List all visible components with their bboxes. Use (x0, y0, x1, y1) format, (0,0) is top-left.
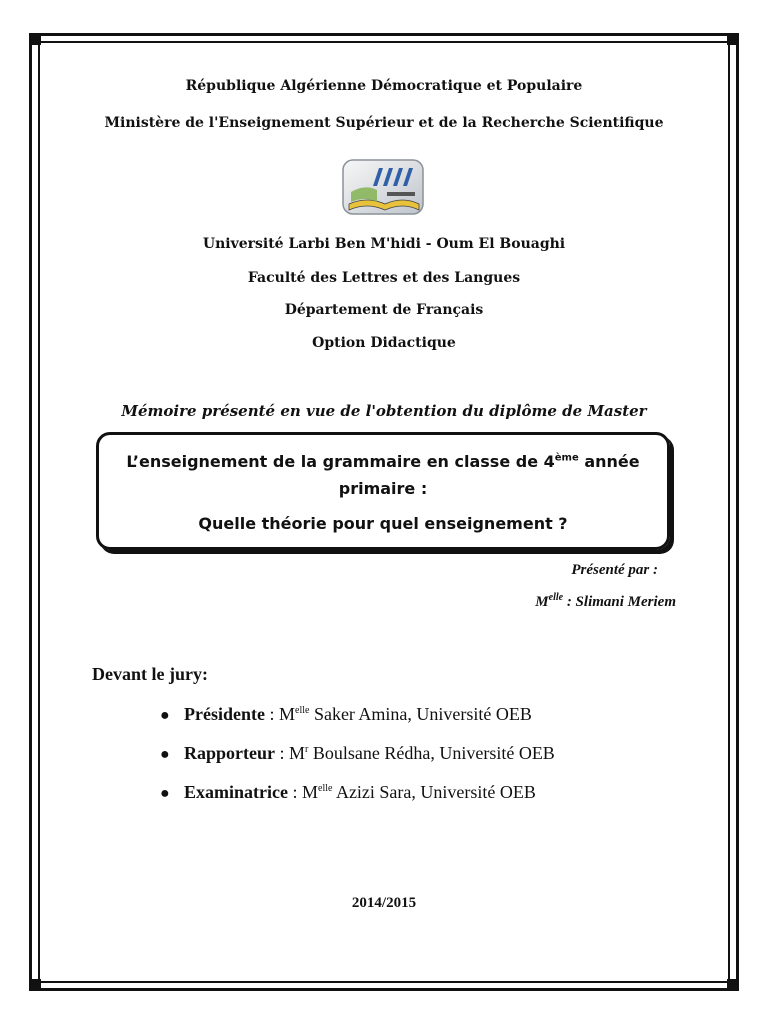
faculty-name: Faculté des Lettres et des Langues (247, 270, 521, 286)
bullet-icon: ● (160, 707, 170, 724)
jury-heading: Devant le jury: (92, 664, 208, 684)
frame-corner (29, 33, 41, 45)
bullet-icon: ● (160, 785, 170, 802)
department-name: Département de Français (284, 302, 484, 318)
thesis-title-line-1: L’enseignement de la grammaire en classe de 4ème année (126, 452, 640, 471)
frame-corner (727, 33, 739, 45)
republic-heading: République Algérienne Démocratique et Populaire (185, 78, 583, 94)
jury-member: ● Rapporteur : $M^r$ Boulsane Rédha, Université OEB (160, 743, 555, 763)
jury-member: ● Présidente : $M^{elle}$ Saker Amina, Université OEB (160, 704, 532, 724)
university-name: Université Larbi Ben M'hidi - Oum El Bouaghi (202, 236, 566, 252)
bullet-icon: ● (160, 746, 170, 763)
author-name: $M^{elle}$ : Slimani Meriem (535, 592, 676, 610)
option-name: Option Didactique (312, 335, 456, 351)
academic-year: 2014/2015 (351, 895, 417, 911)
university-logo-icon (337, 156, 429, 222)
frame-corner (29, 979, 41, 991)
frame-corner (727, 979, 739, 991)
ministry-heading: Ministère de l'Enseignement Supérieur et de la Recherche Scientifique (104, 115, 664, 131)
memoire-statement: Mémoire présenté en vue de l'obtention du diplôme de Master (121, 402, 647, 420)
thesis-subtitle: Quelle théorie pour quel enseignement ? (198, 514, 568, 533)
thesis-title-line-2: primaire : (338, 479, 428, 498)
jury-member: ● Examinatrice : $M^{elle}$ Azizi Sara, Université OEB (160, 782, 536, 802)
presented-by-label: Présenté par : (571, 562, 658, 578)
